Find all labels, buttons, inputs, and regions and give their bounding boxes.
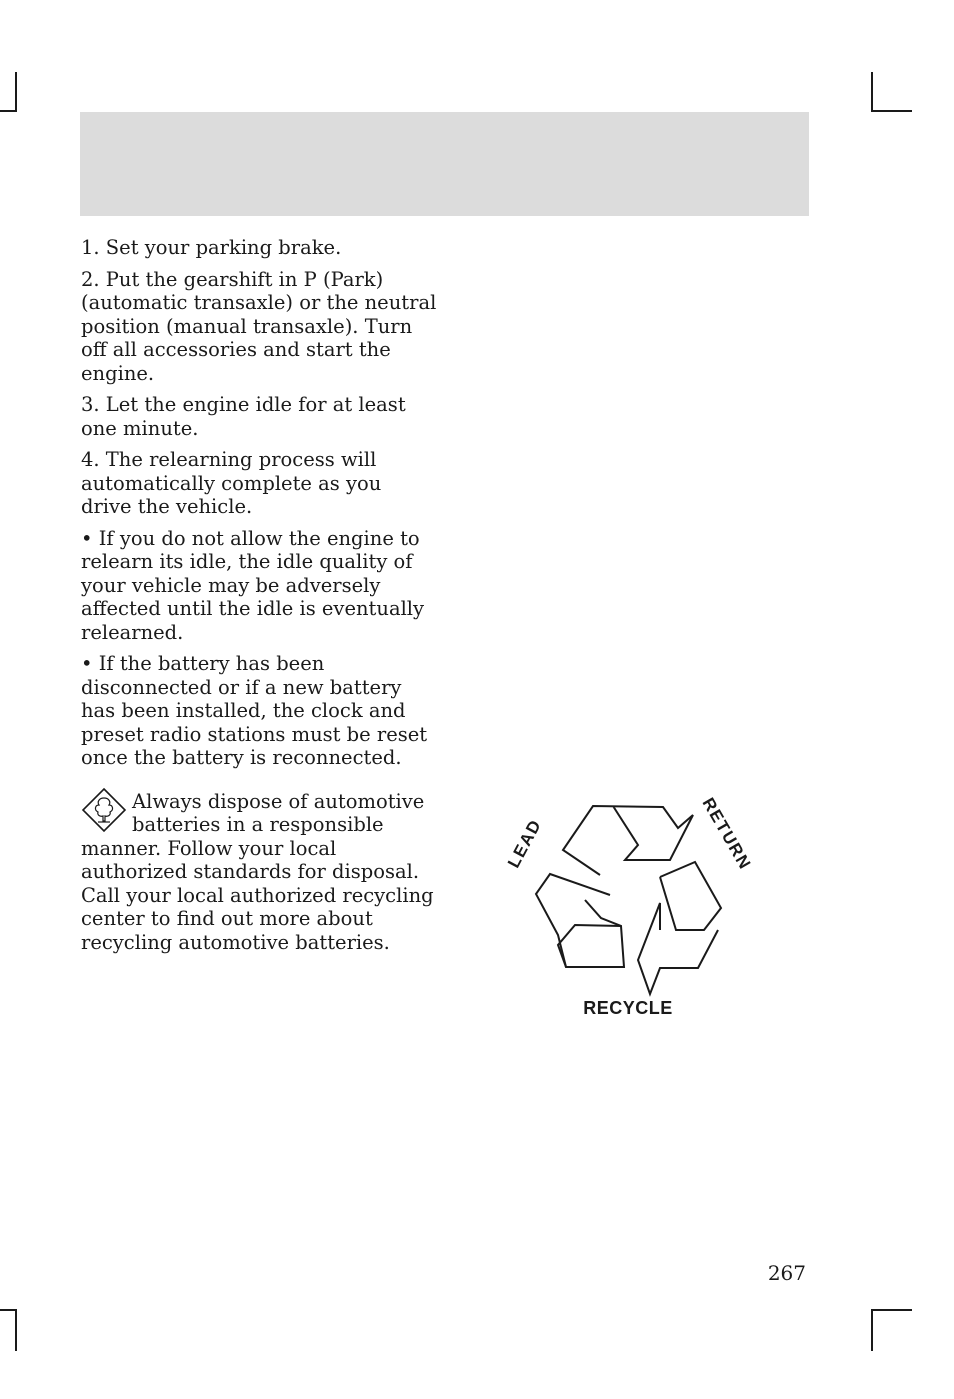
crop-mark-bottom-left-h [0, 1309, 17, 1311]
step-4: 4. The relearning process will automatically complete as you drive the vehicle. [81, 448, 382, 518]
environment-note-line-1: Always dispose of automotive [132, 789, 425, 813]
step-3: 3. Let the engine idle for at least one minute. [81, 393, 406, 440]
crop-mark-top-left-v [15, 72, 17, 112]
step-2: 2. Put the gearshift in P (Park) (automatic transaxle) or the neutral position (manual transaxle). Turn off all accessories and start the engine. [81, 267, 437, 385]
step-1: 1. Set your parking brake. [81, 236, 342, 259]
bullet-idle-relearn: • If you do not allow the engine to relearn its idle, the idle quality of your vehicle may be adversely affected until the idle is eventually relearned. [81, 526, 425, 644]
bullet-battery-reset: • If the battery has been disconnected or if a new battery has been installed, the clock and preset radio stations must be reset once the battery is reconnected. [81, 652, 428, 769]
environment-note-rest: manner. Follow your local authorized standards for disposal. Call your local authorized recycling center to find out more about recycling automotive batteries. [81, 836, 434, 954]
environment-tree-icon [81, 787, 127, 833]
crop-mark-top-left-h [0, 110, 17, 112]
recycle-arrow-top [563, 806, 693, 875]
environment-note-line-2: batteries in a responsible [132, 813, 384, 836]
recycle-label-return: RETURN [698, 794, 755, 874]
header-band [80, 112, 809, 216]
crop-mark-bottom-left-v [15, 1309, 17, 1351]
recycle-logo [500, 790, 770, 1030]
main-text-column [81, 236, 437, 954]
crop-mark-bottom-right-v [871, 1309, 873, 1351]
crop-mark-top-right-h [871, 110, 912, 112]
recycle-label-lead: LEAD [504, 815, 546, 871]
recycle-arrow-left [536, 874, 624, 967]
recycle-label-recycle: RECYCLE [583, 998, 673, 1018]
crop-mark-top-right-v [871, 72, 873, 112]
environment-note [81, 790, 437, 955]
recycle-arrow-right [638, 903, 718, 994]
page-number: 267 [767, 1261, 806, 1285]
crop-mark-bottom-right-h [871, 1309, 912, 1311]
